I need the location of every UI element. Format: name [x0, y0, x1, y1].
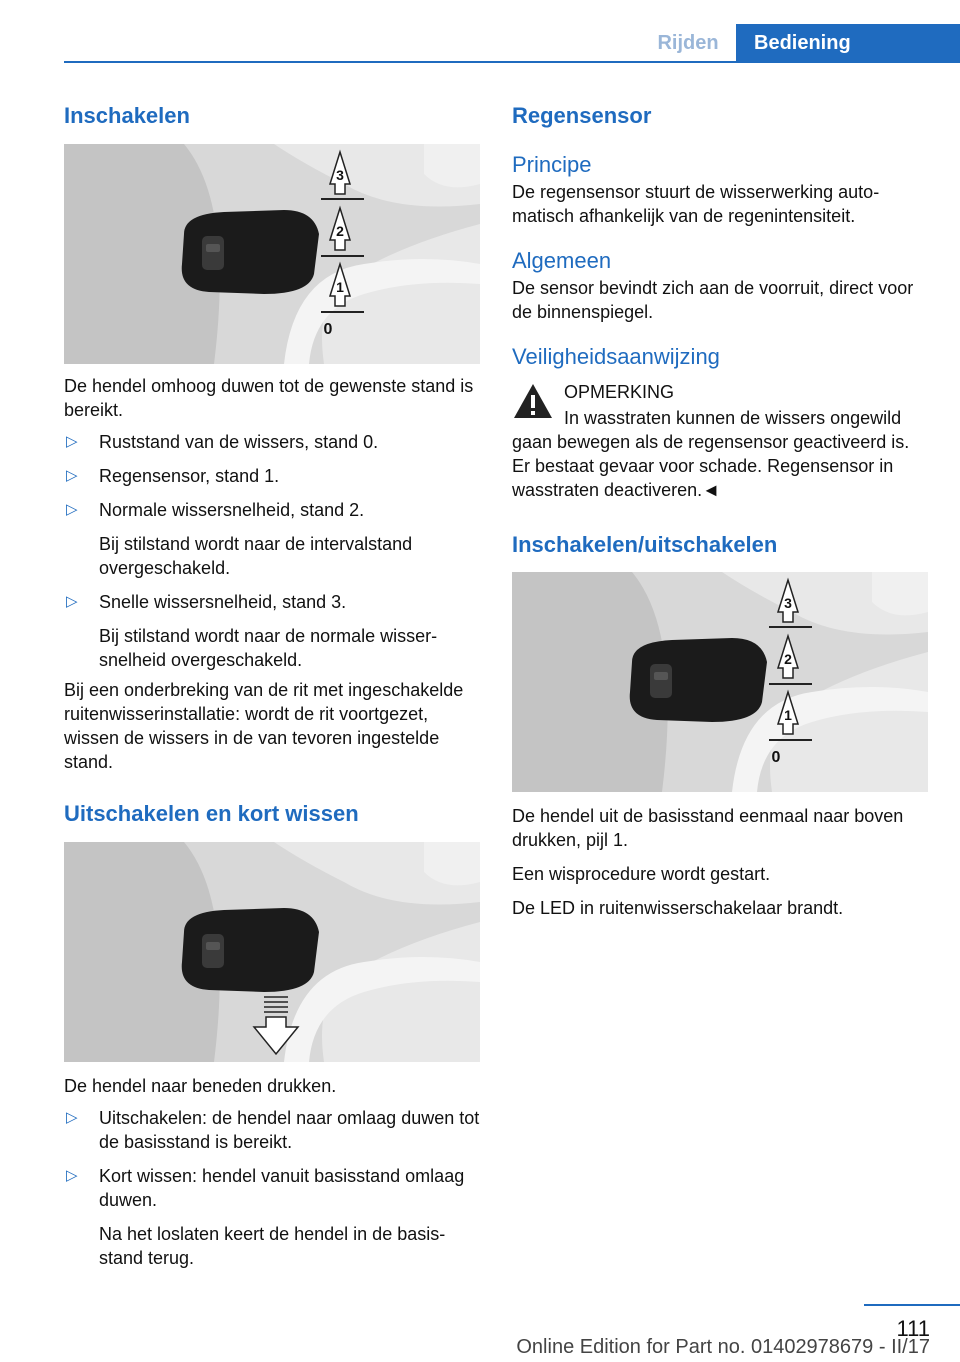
list-item — [64, 590, 480, 672]
inuit-text-2: Een wisprocedure wordt gestart. — [512, 864, 771, 884]
fig-label-2: 2 — [784, 651, 792, 667]
onderbreking-text: Bij een onderbreking van de rit met ingeschakelde ruitenwisserinstallatie: wordt de rit voortgezet, wissen de wissers in de van tevoren ingestelde stand. — [64, 680, 464, 772]
subsection-title-veiligheid: Veiligheidsaanwijzing — [512, 344, 720, 369]
subsection-title-principe: Principe — [512, 152, 592, 177]
list-item-text: Normale wissersnelheid, stand 2. — [99, 500, 365, 520]
warning-triangle-icon — [512, 382, 554, 420]
inschakelen-list — [64, 430, 480, 672]
inschakelen-intro: De hendel omhoog duwen tot de gewenste stand is bereikt. — [64, 376, 474, 420]
list-item — [64, 498, 480, 580]
fig-label-3: 3 — [784, 595, 792, 611]
triangle-bullet-icon: ▷ — [66, 467, 78, 484]
edition-footer: Online Edition for Part no. 01402978679 - II/17 — [516, 1336, 930, 1358]
wiper-lever-down-illustration — [64, 842, 480, 1062]
list-item-text: Ruststand van de wissers, stand 0. — [99, 432, 379, 452]
list-item — [64, 1106, 480, 1154]
list-item-subtext: Bij stilstand wordt naar de normale wissersnelheid overgeschakeld. — [99, 626, 438, 670]
tab-bediening[interactable]: Bediening — [736, 24, 960, 62]
list-item-subtext: Na het loslaten keert de hendel in de basisstand terug. — [99, 1224, 446, 1268]
subsection-title-algemeen: Algemeen — [512, 248, 612, 273]
list-item — [64, 1164, 480, 1270]
list-item-text: Uitschakelen: de hendel naar omlaag duwen tot de basisstand is bereikt. — [99, 1108, 480, 1152]
list-item-text: Kort wissen: hendel vanuit basisstand omlaag duwen. — [99, 1166, 465, 1210]
fig-label-1: 1 — [784, 707, 792, 723]
page-number: 111 — [896, 1316, 930, 1341]
triangle-bullet-icon: ▷ — [66, 433, 78, 450]
left-column — [64, 100, 480, 1270]
inuit-text-1: De hendel uit de basisstand eenmaal naar boven drukken, pijl 1. — [512, 806, 904, 850]
list-item-text: Snelle wissersnelheid, stand 3. — [99, 592, 347, 612]
uitschakelen-list — [64, 1106, 480, 1270]
list-item-subtext: Bij stilstand wordt naar de intervalstand overgeschakeld. — [99, 534, 413, 578]
triangle-bullet-icon: ▷ — [66, 1167, 78, 1184]
footer-rule — [864, 1304, 960, 1306]
fig-label-2: 2 — [336, 223, 344, 239]
triangle-bullet-icon: ▷ — [66, 1109, 78, 1126]
right-column — [512, 100, 930, 920]
fig-label-1: 1 — [336, 279, 344, 295]
section-title-regensensor: Regensensor — [512, 103, 652, 128]
fig-label-3: 3 — [336, 167, 344, 183]
list-item — [64, 464, 480, 488]
warning-label: OPMERKING — [564, 382, 675, 402]
triangle-bullet-icon: ▷ — [66, 501, 78, 518]
uitschakelen-intro: De hendel naar beneden drukken. — [64, 1076, 337, 1096]
algemeen-text: De sensor bevindt zich aan de voorruit, direct voor de binnenspiegel. — [512, 278, 914, 322]
list-item-text: Regensensor, stand 1. — [99, 466, 280, 486]
wiper-lever-onoff-illustration — [512, 572, 928, 792]
warning-text: In wasstraten kunnen de wissers ongewild gaan bewegen als de regensensor geactiveerd is. Er bestaat gevaar voor schade. Regensensor in wasstraten deactiveren.◄ — [512, 408, 910, 500]
inuit-text-3: De LED in ruitenwisserschakelaar brandt. — [512, 898, 844, 918]
principe-text: De regensensor stuurt de wisserwerking automatisch afhankelijk van de regenintensiteit. — [512, 182, 880, 226]
section-title-uitschakelen: Uitschakelen en kort wissen — [64, 801, 359, 826]
wiper-lever-up-illustration — [64, 144, 480, 364]
subsection-title-inuit: Inschakelen/uitschakelen — [512, 532, 778, 557]
section-title-inschakelen: Inschakelen — [64, 103, 190, 128]
fig-label-0: 0 — [323, 321, 333, 338]
triangle-bullet-icon: ▷ — [66, 593, 78, 610]
warning-block — [512, 380, 930, 502]
fig-label-0: 0 — [771, 749, 781, 766]
list-item — [64, 430, 480, 454]
tab-rijden[interactable]: Rijden — [657, 32, 719, 54]
